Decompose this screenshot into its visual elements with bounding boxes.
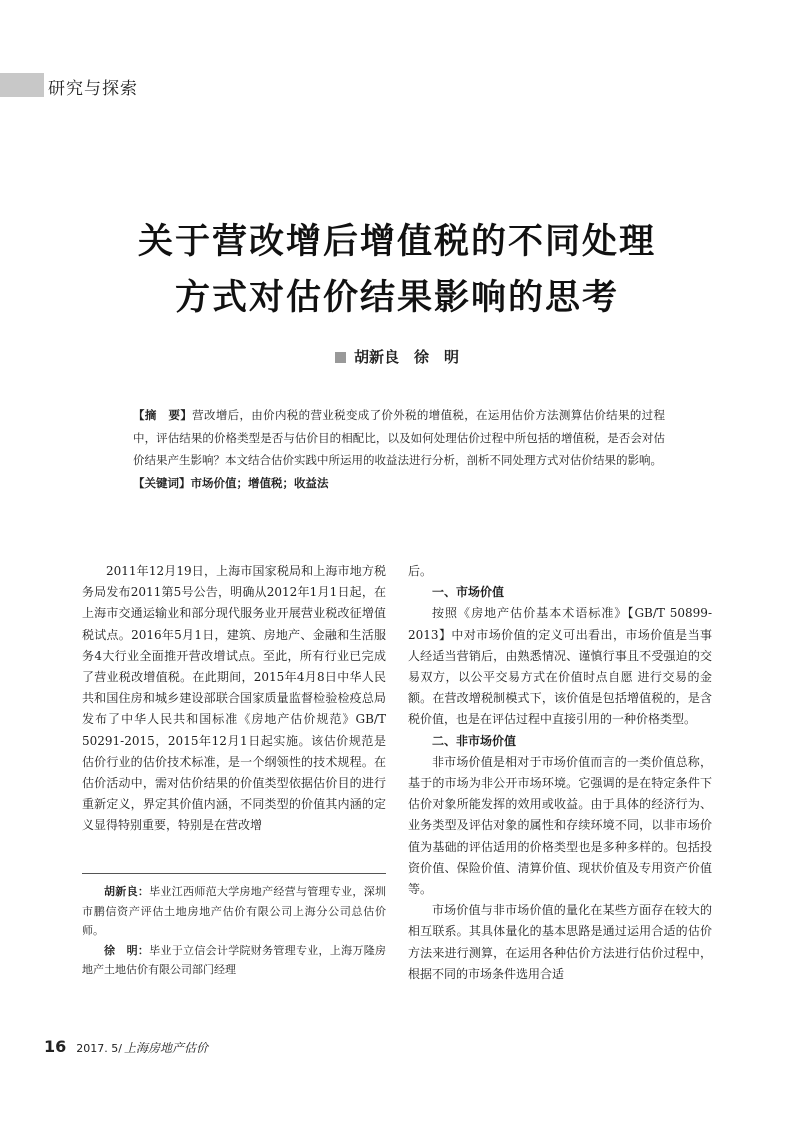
body-column-left [82, 561, 386, 837]
keywords-label: 【关键词】 [133, 475, 191, 490]
page-number: 16 [44, 1037, 67, 1056]
keywords-line [133, 472, 665, 495]
title-line-1: 关于营改增后增值税的不同处理 [137, 222, 656, 262]
body-paragraph: 2011年12月19日，上海市国家税局和上海市地方税务局发布2011第5号公告，明确从2012年1月1日起，在上海市交通运输业和部分现代服务业开展营业税改征增值税试点。2016年5月1日，建筑、房地产、金融和生活服务4大行业全面推开营改增试点。至此，所有行业已完成了营业税改增值税。在此期间，2015年4月8日中华人民共和国住房和城乡建设部联合国家质量监督检验检疫总局发布了中华人民共和国标准《房地产估价规范》GB/T 50291-2015，2015年12月1日起实施。该估价规范是估价行业的估价技术标准，是一个纲领性的技术规程。在估价活动中，需对估价结果的价值类型依据估价目的进行重新定义，界定其价值内涵，不同类型的价值其内涵的定义显得特别重要，特别是在营改增 [82, 564, 386, 833]
section-label: 研究与探索 [48, 79, 138, 99]
author-note-name: 胡新良： [104, 885, 150, 898]
body-paragraph-continued: 后。 [408, 564, 433, 578]
author-note-name: 徐 明： [104, 943, 150, 957]
author-note-text: 毕业于立信会计学院财务管理专业，上海万隆房地产土地估价有限公司部门经理 [82, 943, 387, 976]
article-title [60, 214, 734, 326]
page-footer [44, 1037, 208, 1056]
body-column-right [408, 561, 712, 985]
author-notes [82, 882, 386, 980]
keywords-text: 市场价值；增值税；收益法 [190, 475, 329, 490]
section-heading-non-market-value: 二、非市场价值 [432, 733, 517, 748]
author-line [0, 346, 794, 367]
abstract-text: 营改增后，由价内税的营业税变成了价外税的增值税，在运用估价方法测算估价结果的过程中，评估结果的价格类型是否与估价目的相配比，以及如何处理估价过程中所包括的增值税，是否会对估价结果产生影响？本文结合估价实践中所运用的收益法进行分析，剖析不同处理方式对估价结果的影响。 [133, 408, 666, 467]
body-paragraph: 按照《房地产估价基本术语标准》【GB/T 50899-2013】中对市场价值的定义可出看出，市场价值是当事人经适当营销后，由熟悉情况、谨慎行事且不受强迫的交易双方，以公平交易方式在价值时点自愿 进行交易的金额。在营改增税制模式下，该价值是包括增值税的，是含税价值，也是在评估过程中直接引用的一种价格类型。 [408, 606, 712, 727]
abstract-paragraph [133, 404, 665, 472]
issue-date: 2017. 5/ [76, 1042, 122, 1055]
magazine-title: 上海房地产估价 [123, 1041, 208, 1055]
section-marker-bar [0, 73, 44, 97]
author-note-1 [82, 882, 386, 941]
abstract-block [133, 404, 665, 494]
footnote-divider [82, 873, 386, 874]
section-heading-market-value: 一、市场价值 [432, 585, 505, 600]
authors: 胡新良 徐 明 [353, 348, 459, 366]
body-paragraph: 市场价值与非市场价值的量化在某些方面存在较大的相互联系。其具体量化的基本思路是通过运用合适的估价方法来进行测算，在运用各种估价方法进行估价过程中，根据不同的市场条件选用合适 [408, 903, 712, 981]
abstract-label: 【摘 要】 [133, 408, 193, 422]
author-square-icon [335, 352, 346, 363]
author-note-text: 毕业江西师范大学房地产经营与管理专业，深圳市鹏信资产评估土地房地产估价有限公司上海分公司总估价师。 [82, 885, 387, 937]
body-paragraph: 非市场价值是相对于市场价值而言的一类价值总称，基于的市场为非公开市场环境。它强调的是在特定条件下估价对象所能发挥的效用或收益。由于具体的经济行为、业务类型及评估对象的属性和存续环境不同，以非市场价值为基础的评估适用的价格类型也是多种多样的。包括投资价值、保险价值、清算价值、现状价值及专用资产价值等。 [408, 754, 712, 897]
author-note-2 [82, 941, 386, 980]
title-line-2: 方式对估价结果影响的思考 [174, 278, 619, 318]
